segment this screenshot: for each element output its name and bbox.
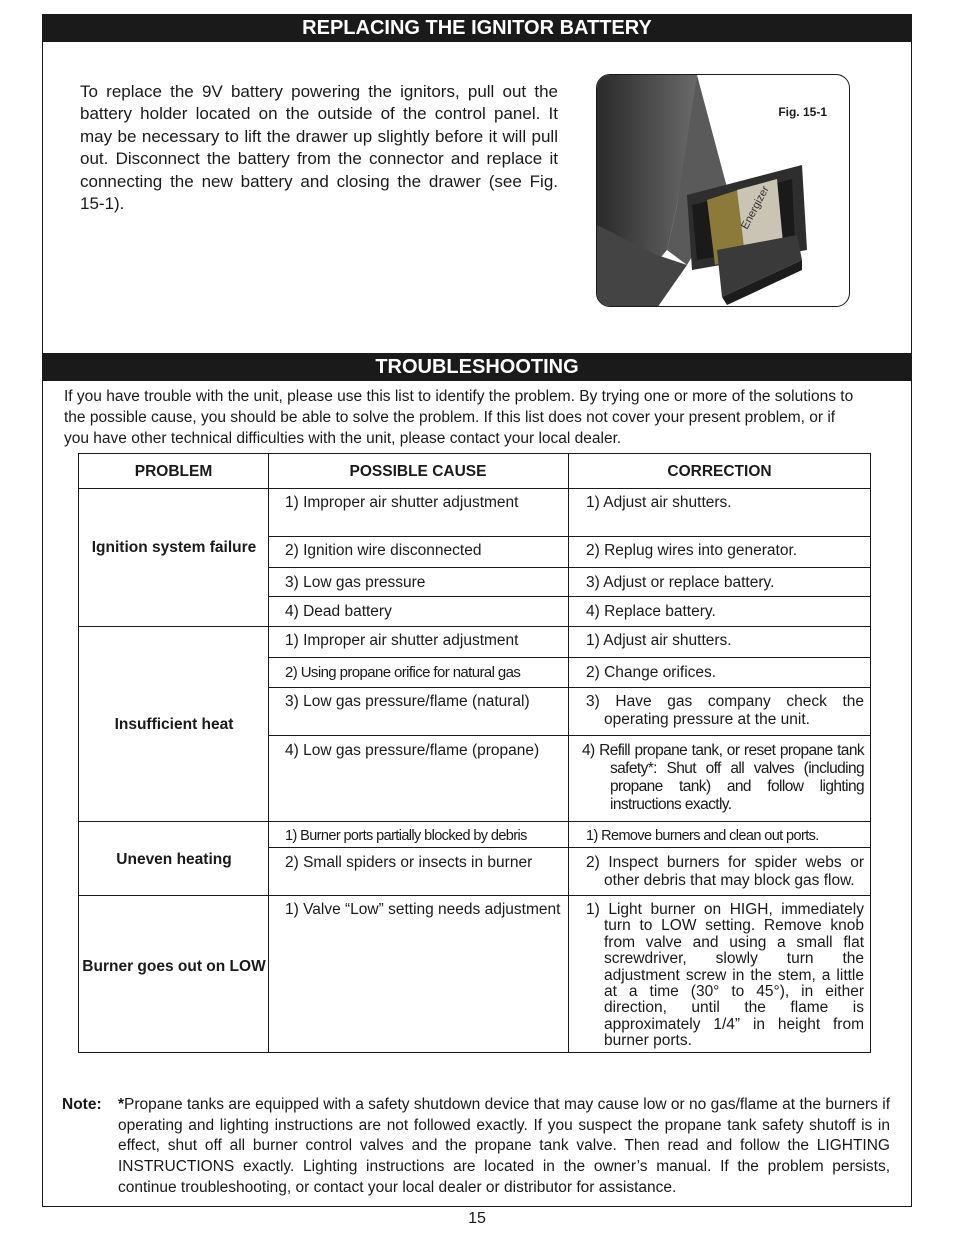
correction-cell: 3) Have gas company check the operating pressure at the unit. — [586, 693, 864, 728]
correction-cell: 1) Adjust air shutters. — [586, 632, 732, 649]
problem-uneven-heating: Uneven heating — [116, 851, 232, 868]
group-divider — [79, 626, 871, 627]
ignitor-instructions: To replace the 9V battery powering the ignitors, pull out the battery holder located on the outside of the control panel. It may be necessary to lift the drawer up slightly before it will pull out. Disconnect the battery from the connector and replace it connecting the new battery and closing the drawer (see Fig. 15-1). — [80, 82, 558, 214]
column-divider — [568, 454, 569, 1052]
page-number: 15 — [468, 1210, 486, 1227]
group-divider — [79, 821, 871, 822]
cause-cell: 1) Improper air shutter adjustment — [285, 494, 519, 511]
cause-cell: 3) Low gas pressure/flame (natural) — [285, 693, 530, 710]
header-correction: CORRECTION — [667, 463, 772, 480]
troubleshooting-heading: TROUBLESHOOTING — [42, 353, 912, 381]
correction-cell: 2) Replug wires into generator. — [586, 542, 798, 559]
correction-cell: 1) Adjust air shutters. — [586, 494, 732, 511]
cause-cell: 1) Burner ports partially blocked by debris — [285, 828, 527, 844]
note-body — [118, 1095, 890, 1199]
header-problem: PROBLEM — [134, 463, 213, 480]
row-divider — [268, 567, 871, 568]
cause-cell: 1) Improper air shutter adjustment — [285, 632, 519, 649]
cause-cell: 2) Small spiders or insects in burner — [285, 854, 533, 871]
row-divider — [268, 596, 871, 597]
correction-cell: 1) Remove burners and clean out ports. — [586, 828, 819, 844]
cause-cell: 2) Using propane orifice for natural gas — [285, 664, 521, 681]
note-text: Propane tanks are equipped with a safety shutdown device that may cause low or no gas/flame at the burners if operating and lighting instructions are not followed exactly. If you suspect the propane tank safety shutoff is in effect, shut off all burner control valves and the propane tank valve. Then read and follow the LIGHTING INSTRUCTIONS exactly. Lighting instructions are located in the owner’s manual. If the problem persists, continue troubleshooting, or contact your local dealer or distributor for assistance. — [118, 1096, 890, 1196]
problem-burner-goes-out-on-low: Burner goes out on LOW — [82, 958, 266, 975]
correction-cell: 2) Change orifices. — [586, 664, 717, 681]
correction-cell: 4) Replace battery. — [586, 603, 716, 620]
problem-insufficient-heat: Insufficient heat — [114, 716, 234, 733]
troubleshooting-intro: If you have trouble with the unit, please use this list to identify the problem. By trying one or more of the solutions to the possible cause, you should be able to solve the problem. If this list does not cover your present problem, or if you have other technical difficulties with the unit, please contact your local dealer. — [64, 388, 854, 448]
troubleshooting-table — [78, 453, 871, 1053]
cause-cell: 4) Dead battery — [285, 603, 392, 620]
correction-cell: 4) Refill propane tank, or reset propane tank safety*: Shut off all valves (including propane tank) and follow lighting instructions exactly. — [582, 742, 864, 813]
row-divider — [268, 657, 871, 658]
note-asterisk: * — [118, 1096, 125, 1113]
correction-cell: 3) Adjust or replace battery. — [586, 574, 775, 591]
row-divider — [79, 488, 871, 489]
figure-label: Fig. 15-1 — [778, 105, 827, 119]
group-divider — [79, 895, 871, 896]
cause-cell: 4) Low gas pressure/flame (propane) — [285, 742, 540, 759]
ignitor-section-heading: REPLACING THE IGNITOR BATTERY — [42, 14, 912, 42]
cause-cell: 3) Low gas pressure — [285, 574, 426, 591]
correction-cell: 1) Light burner on HIGH, immediately turn to LOW setting. Remove knob from valve and using a small flat screwdriver, slowly turn the adjustment screw in the stem, a little at a time (30° to 45°), in either direction, until the flame is approximately 1/4” in height from burner ports. — [586, 901, 864, 1050]
svg-text:Energizer: Energizer — [739, 184, 772, 232]
row-divider — [268, 847, 871, 848]
note-label: Note: — [62, 1096, 102, 1113]
cause-cell: 1) Valve “Low” setting needs adjustment — [285, 901, 561, 918]
problem-ignition-system-failure: Ignition system failure — [91, 539, 257, 556]
row-divider — [268, 536, 871, 537]
row-divider — [268, 735, 871, 736]
correction-cell: 2) Inspect burners for spider webs or other debris that may block gas flow. — [586, 854, 864, 889]
cause-cell: 2) Ignition wire disconnected — [285, 542, 482, 559]
row-divider — [268, 687, 871, 688]
header-possible-cause: POSSIBLE CAUSE — [349, 463, 487, 480]
battery-drawer-figure — [596, 74, 850, 307]
